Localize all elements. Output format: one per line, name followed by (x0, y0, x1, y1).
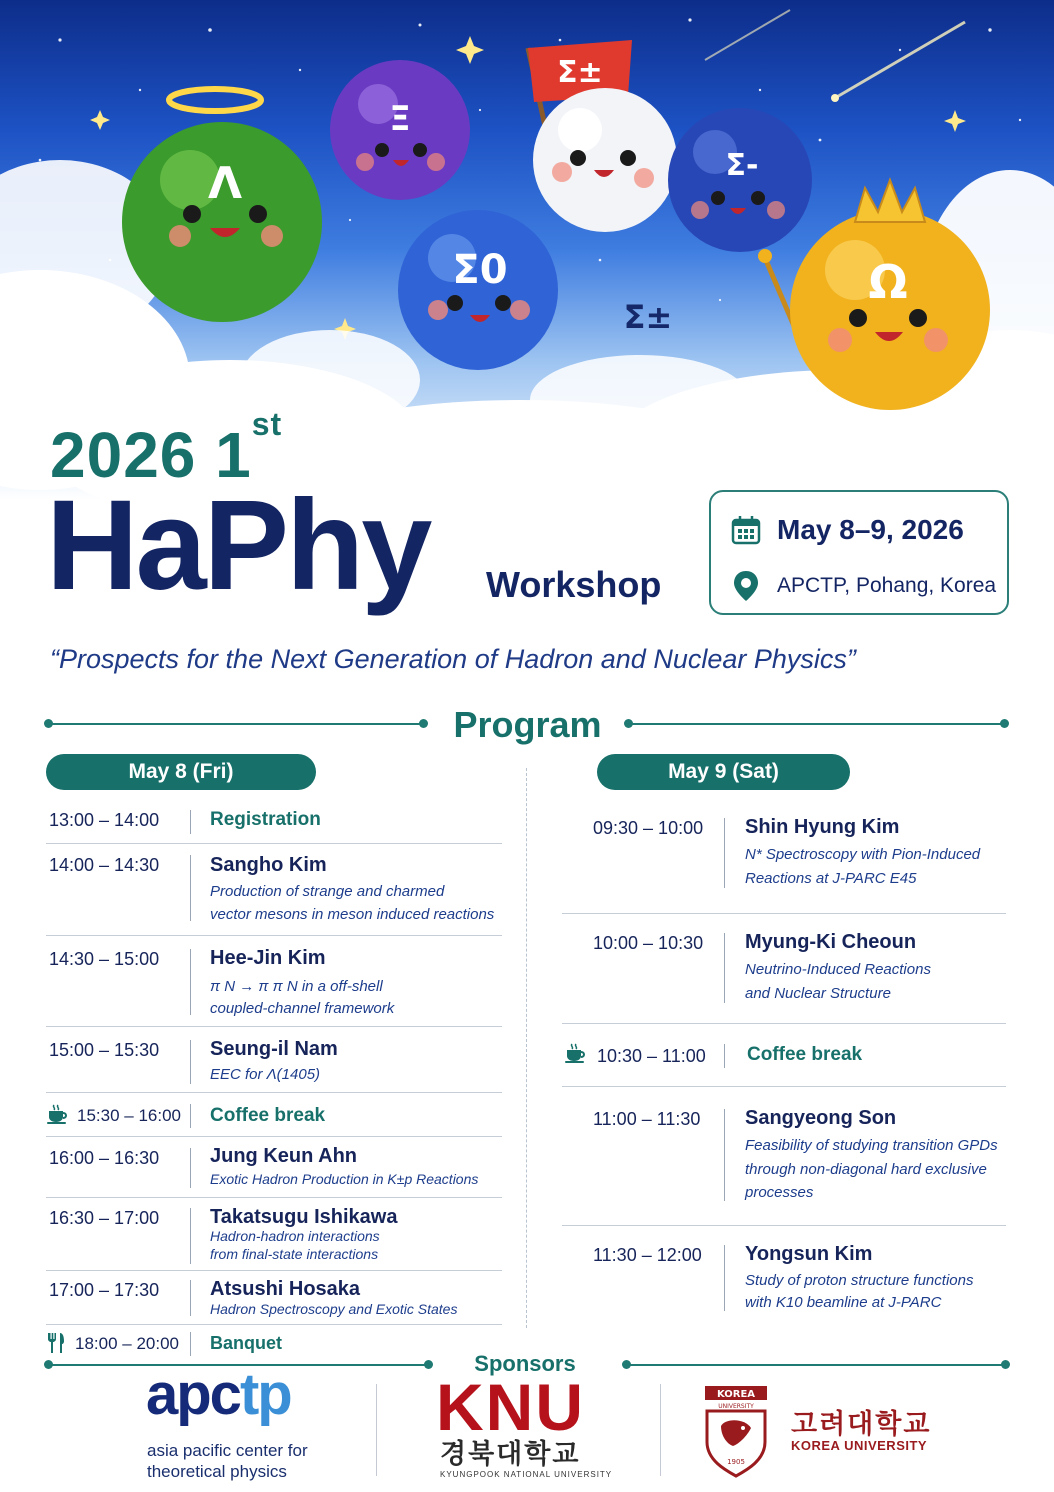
coffee-cup-icon (564, 1042, 588, 1064)
rule-dot (424, 1360, 433, 1369)
apctp-logo-accent: tp (239, 1362, 291, 1427)
talk-title-line: Study of proton structure functions (745, 1272, 974, 1289)
rule-dot (1001, 1360, 1010, 1369)
talk-title-line: coupled-channel framework (210, 1000, 395, 1017)
slot-separator (724, 1044, 725, 1068)
speaker-name: Hee-Jin Kim (210, 947, 326, 969)
talk-title-line: Neutrino-Induced Reactions (745, 961, 931, 978)
slot-time: 14:30 – 15:00 (49, 949, 160, 969)
talk-title-line: Reactions at J-PARC E45 (745, 870, 917, 887)
coffee-break-event: Coffee break (747, 1044, 863, 1065)
talk-title-line: Production of strange and charmed (210, 883, 445, 900)
event-venue: APCTP, Pohang, Korea (777, 574, 997, 597)
registration-event: Registration (210, 809, 321, 830)
rule-dot (419, 719, 428, 728)
lambda-symbol: Λ (207, 158, 243, 209)
talk-title-line: Exotic Hadron Production in K±p Reactions (210, 1171, 479, 1187)
slot-separator (190, 1148, 191, 1188)
apctp-desc-line: theoretical physics (147, 1462, 287, 1481)
omega-symbol: Ω (868, 255, 908, 309)
xi-symbol: Ξ (389, 99, 411, 139)
floating-sigma-label: Σ± (623, 298, 673, 336)
row-divider (562, 1225, 1006, 1226)
row-divider (562, 913, 1006, 914)
slot-separator (190, 1332, 191, 1356)
row-divider (46, 1270, 502, 1271)
venue-row (731, 570, 996, 602)
calendar-icon (731, 515, 761, 545)
shooting-stars (705, 10, 965, 102)
crest-year-text: 1905 (727, 1458, 745, 1466)
crest-sub-text: UNIVERSITY (718, 1403, 754, 1410)
speaker-name: Jung Keun Ahn (210, 1145, 358, 1167)
talk-title-line: with K10 beamline at J-PARC (745, 1294, 942, 1311)
speaker-name: Takatsugu Ishikawa (210, 1206, 398, 1228)
column-divider (526, 768, 527, 1328)
slot-time: 14:00 – 14:30 (49, 855, 160, 875)
edition-number: 1 (215, 419, 252, 491)
row-divider (46, 1136, 502, 1137)
slot-separator (724, 933, 725, 1003)
slot-separator (190, 1280, 191, 1316)
speaker-name: Seung-il Nam (210, 1038, 338, 1060)
talk-title-line: Hadron-hadron interactions (210, 1228, 380, 1244)
day2-pill: May 9 (Sat) (597, 754, 850, 790)
event-info-box (709, 490, 1009, 615)
speaker-name: Myung-Ki Cheoun (745, 931, 917, 953)
slot-separator (190, 1040, 191, 1084)
row-divider (46, 1026, 502, 1027)
talk-title-line: through non-diagonal hard exclusive (745, 1161, 987, 1178)
fork-knife-icon (46, 1332, 66, 1354)
ku-english-name: KOREA UNIVERSITY (791, 1438, 928, 1453)
korea-university-crest (703, 1384, 769, 1478)
slot-time: 11:00 – 11:30 (593, 1109, 701, 1129)
slot-time: 18:00 – 20:00 (75, 1334, 179, 1353)
sigma-plus-character (528, 40, 677, 232)
slot-separator (724, 1245, 725, 1311)
apctp-description (147, 1440, 308, 1482)
coffee-cup-icon (46, 1103, 70, 1125)
talk-title-line: Hadron Spectroscopy and Exotic States (210, 1301, 458, 1317)
speaker-name: Shin Hyung Kim (745, 816, 900, 838)
apctp-desc-line: asia pacific center for (147, 1441, 308, 1460)
talk-title-line: processes (745, 1184, 814, 1201)
slot-separator (724, 818, 725, 888)
sigma-minus-character (668, 108, 812, 252)
logo-divider (376, 1384, 377, 1476)
workshop-title: HaPhy (46, 474, 430, 617)
day1-pill: May 8 (Fri) (46, 754, 316, 790)
workshop-subtitle: Workshop (486, 564, 662, 605)
speaker-name: Yongsun Kim (745, 1243, 873, 1265)
talk-title-line: vector mesons in meson induced reactions (210, 906, 495, 923)
row-divider (46, 843, 502, 844)
slot-time: 11:30 – 12:00 (593, 1245, 702, 1265)
knu-logo: KNU (436, 1370, 585, 1444)
sponsors-heading: Sponsors (474, 1351, 576, 1376)
edition-suffix: st (251, 405, 283, 442)
row-divider (562, 1023, 1006, 1024)
slot-time: 13:00 – 14:00 (49, 810, 160, 830)
slot-separator (190, 1104, 191, 1128)
slot-separator (190, 855, 191, 921)
talk-title-line: EEC for Λ(1405) (210, 1066, 321, 1083)
event-date: May 8–9, 2026 (777, 514, 964, 545)
slot-time: 10:30 – 11:00 (597, 1046, 706, 1066)
location-pin-icon (731, 570, 761, 602)
row-divider (46, 935, 502, 936)
ku-korean-name: 고려대학교 (791, 1409, 932, 1439)
xi-character (330, 60, 470, 200)
row-divider (46, 1197, 502, 1198)
speaker-name: Atsushi Hosaka (210, 1278, 361, 1300)
knu-english-name: KYUNGPOOK NATIONAL UNIVERSITY (440, 1470, 613, 1479)
rule-dot (1000, 719, 1009, 728)
talk-title-line: from final-state interactions (210, 1246, 379, 1262)
sigma-zero-symbol: Σ0 (452, 247, 508, 293)
slot-separator (724, 1109, 725, 1201)
sigma-zero-character (398, 210, 558, 370)
apctp-logo (146, 1362, 291, 1427)
program-rule-right (628, 723, 1004, 725)
slot-separator (190, 810, 191, 834)
apctp-logo-main: apc (146, 1362, 240, 1427)
talk-title-line: N* Spectroscopy with Pion-Induced (745, 846, 981, 863)
flag-symbol: Σ± (557, 55, 603, 90)
talk-title-line: Feasibility of studying transition GPDs (745, 1137, 998, 1154)
talk-title-line: π N → π π N in a off-shell (210, 978, 383, 995)
slot-separator (190, 949, 191, 1015)
coffee-break-event: Coffee break (210, 1105, 326, 1126)
slot-time: 15:00 – 15:30 (49, 1040, 160, 1060)
slot-separator (190, 1208, 191, 1264)
program-heading: Program (453, 704, 602, 745)
logo-divider (660, 1384, 661, 1476)
slot-time: 16:30 – 17:00 (49, 1208, 160, 1228)
lambda-character (122, 89, 322, 322)
row-divider (46, 1092, 502, 1093)
program-rule-left (48, 723, 424, 725)
sigma-minus-symbol: Σ- (725, 148, 759, 183)
talk-title-line: and Nuclear Structure (745, 985, 891, 1002)
knu-korean-name: 경북대학교 (440, 1439, 581, 1469)
slot-time: 17:00 – 17:30 (49, 1280, 160, 1300)
slot-time: 15:30 – 16:00 (77, 1106, 181, 1125)
row-divider (46, 1324, 502, 1325)
sponsors-rule-right (626, 1364, 1006, 1366)
speaker-name: Sangyeong Son (745, 1107, 897, 1129)
slot-time: 10:00 – 10:30 (593, 933, 704, 953)
workshop-theme: “Prospects for the Next Generation of Hadron and Nuclear Physics” (50, 644, 856, 674)
crest-top-text: KOREA (716, 1389, 756, 1400)
banquet-event: Banquet (210, 1333, 282, 1353)
slot-time: 09:30 – 10:00 (593, 818, 704, 838)
slot-time: 16:00 – 16:30 (49, 1148, 160, 1168)
row-divider (562, 1086, 1006, 1087)
date-row (731, 514, 964, 546)
year-text: 2026 (50, 419, 197, 491)
speaker-name: Sangho Kim (210, 854, 327, 876)
